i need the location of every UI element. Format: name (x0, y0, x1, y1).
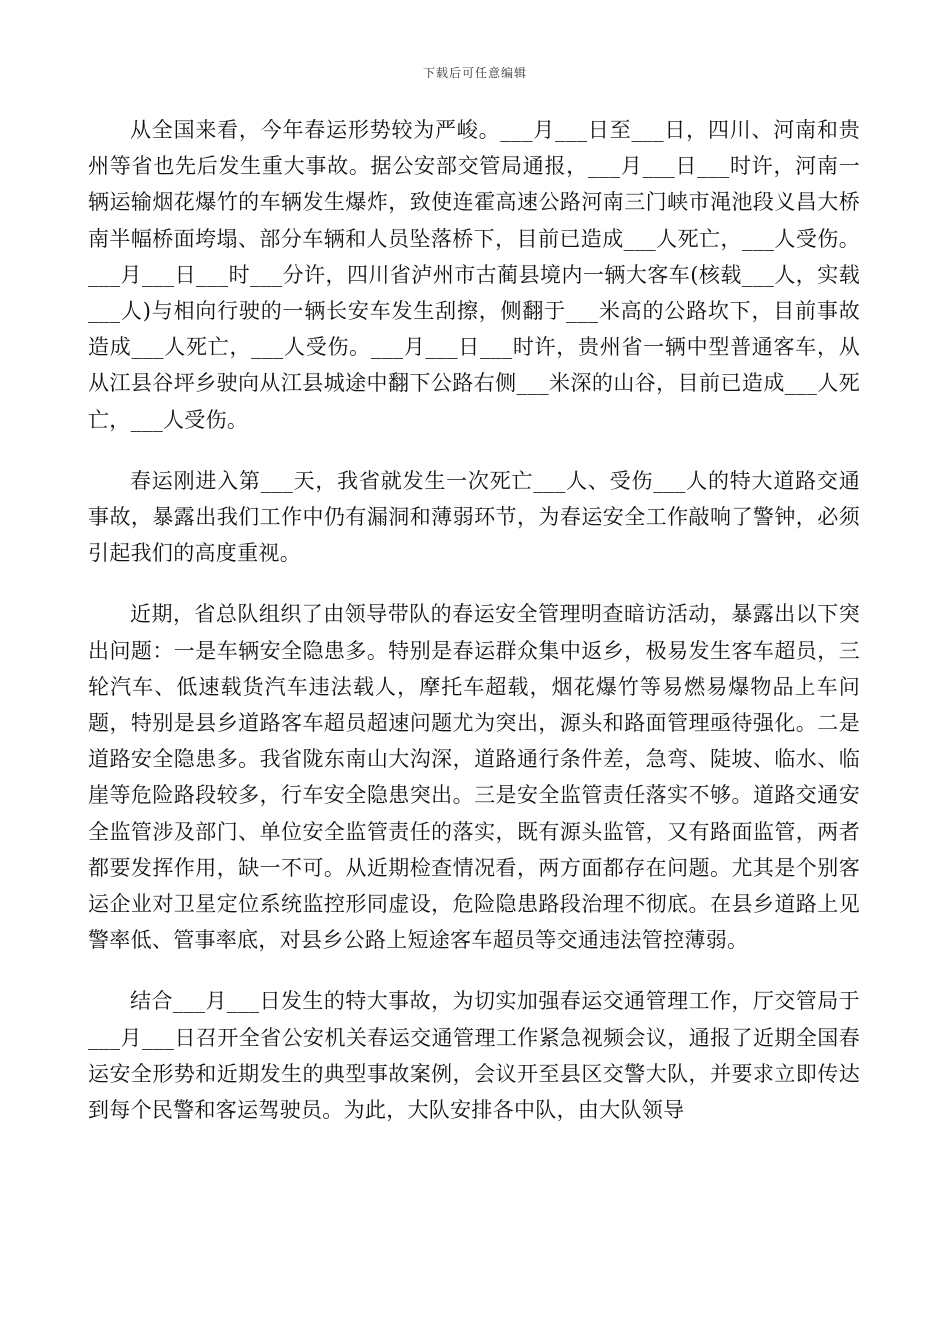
document-body (88, 112, 860, 1153)
page-header-note: 下载后可任意编辑 (422, 66, 527, 80)
paragraph-province-accident: 春运刚进入第___天，我省就发生一次死亡___人、受伤___人的特大道路交通事故，暴露出我们工作中仍有漏洞和薄弱环节，为春运安全工作敲响了警钟，必须引起我们的高度重视。 (88, 468, 860, 566)
paragraph-inspection-findings: 近期，省总队组织了由领导带队的春运安全管理明查暗访活动，暴露出以下突出问题：一是车辆安全隐患多。特别是春运群众集中返乡，极易发生客车超员，三轮汽车、低速载货汽车违法载人，摩托车超载，烟花爆竹等易燃易爆物品上车问题，特别是县乡道路客车超员超速问题尤为突出，源头和路面管理亟待强化。二是道路安全隐患多。我省陇东南山大沟深，道路通行条件差，急弯、陡坡、临水、临崖等危险路段较多，行车安全隐患突出。三是安全监管责任落实不够。道路交通安全监管涉及部门、单位安全监管责任的落实，既有源头监管，又有路面监管，两者都要发挥作用，缺一不可。从近期检查情况看，两方面都存在问题。尤其是个别客运企业对卫星定位系统监控形同虚设，危险隐患路段治理不彻底。在县乡道路上见警率低、管事率底，对县乡公路上短途客车超员等交通违法管控薄弱。 (88, 602, 860, 953)
paragraph-national-situation: 从全国来看，今年春运形势较为严峻。___月___日至___日，四川、河南和贵州等省也先后发生重大事故。据公安部交管局通报，___月___日___时许，河南一辆运输烟花爆竹的车辆发生爆炸，致使连霍高速公路河南三门峡市渑池段义昌大桥南半幅桥面垮塌、部分车辆和人员坠落桥下，目前已造成___人死亡，___人受伤。___月___日___时___分许，四川省泸州市古蔺县境内一辆大客车(核载___人，实载___人)与相向行驶的一辆长安车发生刮擦，侧翻于___米高的公路坎下，目前事故造成___人死亡，___人受伤。___月___日___时许，贵州省一辆中型普通客车，从从江县谷坪乡驶向从江县城途中翻下公路右侧___米深的山谷，目前已造成___人死亡，___人受伤。 (88, 118, 860, 432)
paragraph-emergency-meeting: 结合___月___日发生的特大事故，为切实加强春运交通管理工作，厅交管局于___月___日召开全省公安机关春运交通管理工作紧急视频会议，通报了近期全国春运安全形势和近期发生的典型事故案例，会议开至县区交警大队，并要求立即传达到每个民警和客运驾驶员。为此，大队安排各中队，由大队领导 (88, 989, 860, 1123)
